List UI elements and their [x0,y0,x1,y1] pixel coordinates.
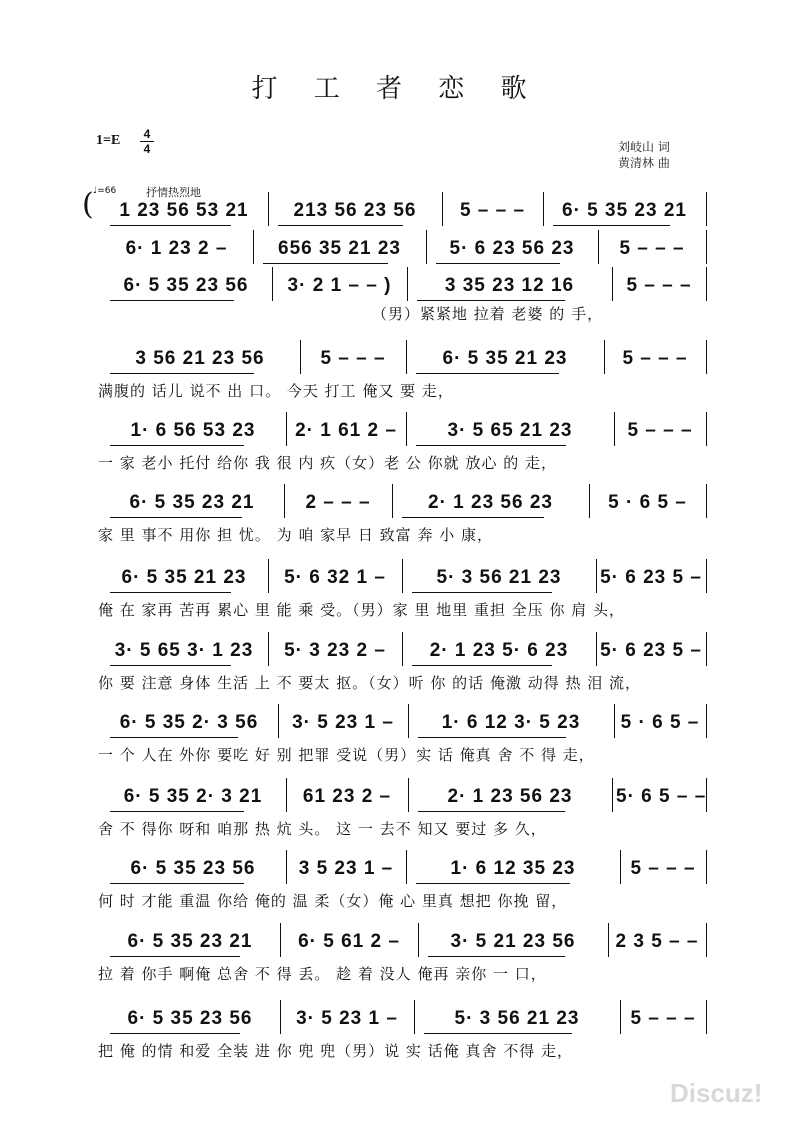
barline [268,632,269,666]
measure: 3· 5 65 3· 1 23 [114,640,254,661]
notes-row [0,273,792,301]
notes-row [0,346,792,374]
barline [620,850,621,884]
barline [598,230,599,264]
measure: 2 3 5 – – [615,931,699,952]
beam-line [110,956,240,957]
watermark: Discuz! [670,1078,763,1108]
measure: 5· 3 23 2 – [284,640,386,661]
measure: 6· 5 35 23 21 [562,200,687,221]
measure: 5 – – – [627,420,693,441]
barline [706,704,707,738]
barline [706,559,707,593]
beam-line [417,300,565,301]
beam-line [110,1033,240,1034]
lyrics-line: 家 里 事不 用你 担 忧。 为 咱 家早 日 致富 奔 小 康， [98,526,493,544]
tempo-marking: ♩=66 [93,186,117,196]
lyrics-line: 俺 在 家再 苦再 累心 里 能 乘 受。（男）家 里 地里 重担 全压 你 肩 头， [98,601,626,619]
barline [418,923,419,957]
measure: 6· 5 35 23 21 [127,931,253,952]
beam-line [424,1033,572,1034]
beam-line [402,517,544,518]
measure: 1· 6 12 3· 5 23 [441,712,581,733]
measure: 5 – – – [630,1008,696,1029]
beam-line [110,445,244,446]
barline [286,850,287,884]
lyrics-line: （男）紧紧地 拉着 老婆 的 手， [372,305,604,323]
measure: 6· 5 35 23 56 [123,275,249,296]
barline [253,230,254,264]
measure: 6· 5 35 23 21 [129,492,255,513]
lyrics-line: 拉 着 你手 啊俺 总舍 不 得 丢。 趁 着 没人 俺再 亲你 一 口， [98,965,547,983]
measure: 5 – – – [626,275,692,296]
barline [706,632,707,666]
barline [614,412,615,446]
barline [604,340,605,374]
measure: 5· 3 56 21 23 [436,567,562,588]
barline [280,1000,281,1034]
notes-row [0,784,792,812]
measure: 3· 5 23 1 – [296,1008,398,1029]
measure: 213 56 23 56 [293,200,417,221]
measure: 5 – – – [630,858,696,879]
song-title: 打 工 者 恋 歌 [251,74,541,104]
barline [284,484,285,518]
lyrics-line: 你 要 注意 身体 生活 上 不 要太 抠。（女）听 你 的话 俺激 动得 热 泪 流， [98,674,642,692]
key-signature: 1=E [96,133,121,148]
beam-line [418,811,565,812]
barline [278,704,279,738]
measure: 5· 3 56 21 23 [454,1008,580,1029]
beam-line [110,592,231,593]
beam-line [263,263,388,264]
beam-line [110,373,254,374]
repeat-open-paren: ( [82,187,94,222]
measure: 2· 1 23 56 23 [447,786,573,807]
notes-row [0,490,792,518]
barline [706,192,707,226]
beam-line [110,300,234,301]
barline [706,778,707,812]
notes-row [0,418,792,446]
measure: 3 5 23 1 – [298,858,394,879]
barline [268,559,269,593]
lyrics-line: 一 个 人在 外你 要吃 好 别 把罪 受说（男）实 话 俺真 舍 不 得 走， [98,746,595,764]
barline [414,1000,415,1034]
notes-row [0,710,792,738]
notes-row [0,929,792,957]
barline [408,778,409,812]
measure: 3· 2 1 – – ) [287,275,392,296]
measure: 3· 5 23 1 – [292,712,394,733]
barline [406,412,407,446]
barline [589,484,590,518]
measure: 6· 5 35 21 23 [442,348,568,369]
measure: 1· 6 56 53 23 [130,420,256,441]
measure: 61 23 2 – [302,786,392,807]
barline [402,559,403,593]
measure: 5 · 6 5 – [620,712,700,733]
barline [272,267,273,301]
measure: 2· 1 23 5· 6 23 [429,640,569,661]
measure: 5· 6 23 5 – [600,640,702,661]
beam-line [412,592,552,593]
barline [280,923,281,957]
notes-row [0,1006,792,1034]
measure: 5 – – – [459,200,526,221]
beam-line [110,517,242,518]
beam-line [428,956,565,957]
lyrics-line: 满腹的 话儿 说不 出 口。 今天 打工 俺又 要 走， [98,382,454,400]
measure: 5 · 6 5 – [608,492,687,513]
measure: 6· 5 35 2· 3 56 [119,712,259,733]
barline [407,267,408,301]
beam-line [110,883,244,884]
barline [300,340,301,374]
barline [706,923,707,957]
barline [406,850,407,884]
barline [392,484,393,518]
barline [706,412,707,446]
barline [406,340,407,374]
notes-row [0,236,792,264]
measure: 5· 6 32 1 – [284,567,386,588]
lyrics-line: 把 俺 的情 和爱 全装 进 你 兜 兜（男）说 实 话俺 真舍 不得 走， [98,1042,573,1060]
measure: 1· 6 12 35 23 [450,858,576,879]
barline [442,192,443,226]
measure: 2· 1 61 2 – [295,420,397,441]
notes-row [0,638,792,666]
measure: 5 – – – [320,348,386,369]
beam-line [110,737,238,738]
measure: 6· 5 35 23 56 [130,858,256,879]
notes-row [0,856,792,884]
barline [286,778,287,812]
barline [612,778,613,812]
beam-line [110,811,244,812]
beam-line [418,737,566,738]
beam-line [436,263,560,264]
beam-line [278,225,403,226]
beam-line [553,225,670,226]
measure: 1 23 56 53 21 [119,200,249,221]
beam-line [110,665,231,666]
notes-row [0,565,792,593]
measure: 5· 6 23 5 – [600,567,702,588]
barline [706,850,707,884]
lyrics-line: 一 家 老小 托付 给你 我 很 内 疚（女）老 公 你就 放心 的 走， [98,454,557,472]
beam-line [416,883,570,884]
barline [608,923,609,957]
measure: 6· 5 35 23 56 [127,1008,253,1029]
measure: 3 56 21 23 56 [135,348,265,369]
beam-line [416,445,566,446]
measure: 3· 5 65 21 23 [447,420,573,441]
time-signature-bottom: 4 [143,142,151,156]
barline [596,559,597,593]
barline [596,632,597,666]
barline [286,412,287,446]
composer-credit: 黄清林 曲 [618,156,670,170]
barline [543,192,544,226]
measure: 6· 1 23 2 – [125,238,228,259]
notes-row [0,198,792,226]
lyrics-line: 舍 不 得你 呀和 咱那 热 炕 头。 这 一 去不 知又 要过 多 久， [98,820,547,838]
measure: 5· 6 5 – – [616,786,707,807]
measure: 6· 5 61 2 – [298,931,400,952]
barline [408,704,409,738]
time-signature-top: 4 [143,127,151,141]
time-signature [140,128,154,155]
lyricist-credit: 刘岐山 词 [618,140,670,154]
barline [268,192,269,226]
barline [706,230,707,264]
barline [402,632,403,666]
measure: 2· 1 23 56 23 [428,492,553,513]
measure: 5· 6 23 56 23 [449,238,575,259]
lyrics-line: 何 时 才能 重温 你给 俺的 温 柔（女）俺 心 里真 想把 你挽 留， [98,892,568,910]
measure: 6· 5 35 21 23 [121,567,247,588]
measure: 5 – – – [622,348,688,369]
beam-line [412,665,552,666]
measure: 5 – – – [619,238,685,259]
beam-line [110,225,231,226]
measure: 656 35 21 23 [278,238,401,259]
measure: 3· 5 21 23 56 [450,931,576,952]
barline [706,340,707,374]
measure: 3 35 23 12 16 [444,275,575,296]
barline [614,704,615,738]
barline [620,1000,621,1034]
barline [706,267,707,301]
barline [426,230,427,264]
measure: 2 – – – [305,492,371,513]
barline [706,1000,707,1034]
barline [706,484,707,518]
beam-line [416,373,559,374]
expression-marking: 抒情热烈地 [146,186,201,199]
barline [612,267,613,301]
measure: 6· 5 35 2· 3 21 [123,786,263,807]
